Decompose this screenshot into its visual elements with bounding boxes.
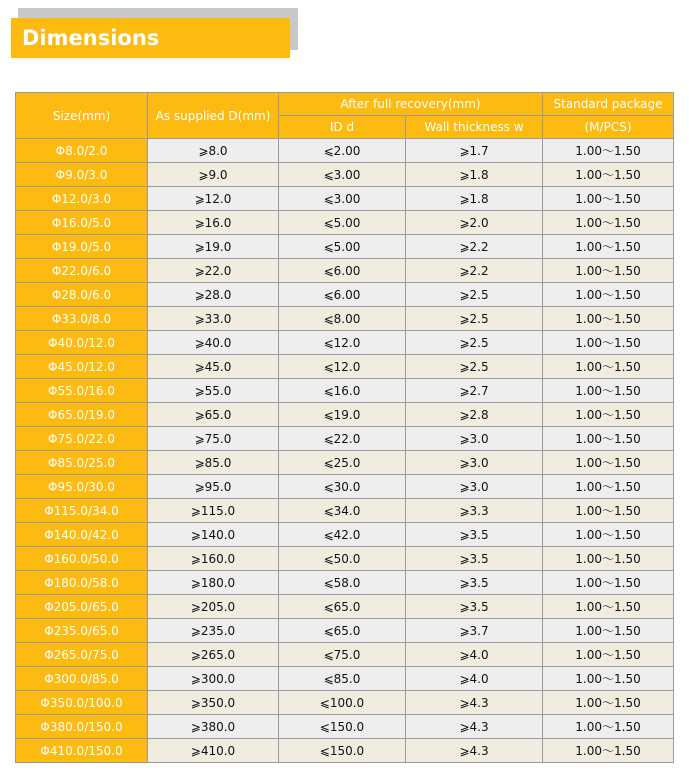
- table-row: [16, 667, 674, 691]
- as-supplied-cell: ⩾9.0: [148, 163, 279, 187]
- as-supplied-cell: ⩾380.0: [148, 715, 279, 739]
- id-cell: ⩽65.0: [279, 595, 406, 619]
- table-row: [16, 187, 674, 211]
- header-package-unit: (M/PCS): [543, 116, 674, 139]
- header-row-top: [16, 93, 674, 116]
- package-cell: 1.00～1.50: [543, 571, 674, 595]
- id-cell: ⩽12.0: [279, 331, 406, 355]
- id-cell: ⩽85.0: [279, 667, 406, 691]
- wall-thickness-cell: ⩾2.2: [406, 259, 543, 283]
- wall-thickness-cell: ⩾4.3: [406, 691, 543, 715]
- id-cell: ⩽6.00: [279, 283, 406, 307]
- id-cell: ⩽150.0: [279, 715, 406, 739]
- table-row: [16, 739, 674, 763]
- package-cell: 1.00～1.50: [543, 523, 674, 547]
- package-cell: 1.00～1.50: [543, 595, 674, 619]
- table-body: [16, 139, 674, 763]
- package-cell: 1.00～1.50: [543, 643, 674, 667]
- size-cell: Φ33.0/8.0: [16, 307, 148, 331]
- as-supplied-cell: ⩾205.0: [148, 595, 279, 619]
- table-row: [16, 379, 674, 403]
- id-cell: ⩽19.0: [279, 403, 406, 427]
- package-cell: 1.00～1.50: [543, 187, 674, 211]
- size-cell: Φ22.0/6.0: [16, 259, 148, 283]
- id-cell: ⩽25.0: [279, 451, 406, 475]
- table-row: [16, 307, 674, 331]
- wall-thickness-cell: ⩾3.5: [406, 571, 543, 595]
- package-cell: 1.00～1.50: [543, 211, 674, 235]
- id-cell: ⩽65.0: [279, 619, 406, 643]
- size-cell: Φ12.0/3.0: [16, 187, 148, 211]
- wall-thickness-cell: ⩾2.0: [406, 211, 543, 235]
- size-cell: Φ235.0/65.0: [16, 619, 148, 643]
- header-size: Size(mm): [16, 93, 148, 139]
- as-supplied-cell: ⩾40.0: [148, 331, 279, 355]
- wall-thickness-cell: ⩾1.8: [406, 163, 543, 187]
- wall-thickness-cell: ⩾3.5: [406, 595, 543, 619]
- package-cell: 1.00～1.50: [543, 427, 674, 451]
- table-row: [16, 235, 674, 259]
- package-cell: 1.00～1.50: [543, 475, 674, 499]
- size-cell: Φ115.0/34.0: [16, 499, 148, 523]
- size-cell: Φ45.0/12.0: [16, 355, 148, 379]
- id-cell: ⩽2.00: [279, 139, 406, 163]
- size-cell: Φ410.0/150.0: [16, 739, 148, 763]
- as-supplied-cell: ⩾33.0: [148, 307, 279, 331]
- package-cell: 1.00～1.50: [543, 739, 674, 763]
- as-supplied-cell: ⩾8.0: [148, 139, 279, 163]
- table-row: [16, 211, 674, 235]
- table-row: [16, 571, 674, 595]
- header-wall-thickness: Wall thickness w: [406, 116, 543, 139]
- wall-thickness-cell: ⩾3.7: [406, 619, 543, 643]
- id-cell: ⩽6.00: [279, 259, 406, 283]
- wall-thickness-cell: ⩾3.5: [406, 523, 543, 547]
- size-cell: Φ40.0/12.0: [16, 331, 148, 355]
- id-cell: ⩽3.00: [279, 187, 406, 211]
- as-supplied-cell: ⩾300.0: [148, 667, 279, 691]
- package-cell: 1.00～1.50: [543, 715, 674, 739]
- wall-thickness-cell: ⩾3.0: [406, 451, 543, 475]
- as-supplied-cell: ⩾75.0: [148, 427, 279, 451]
- table-row: [16, 619, 674, 643]
- wall-thickness-cell: ⩾3.0: [406, 475, 543, 499]
- package-cell: 1.00～1.50: [543, 139, 674, 163]
- id-cell: ⩽58.0: [279, 571, 406, 595]
- wall-thickness-cell: ⩾4.0: [406, 643, 543, 667]
- id-cell: ⩽12.0: [279, 355, 406, 379]
- size-cell: Φ28.0/6.0: [16, 283, 148, 307]
- as-supplied-cell: ⩾115.0: [148, 499, 279, 523]
- package-cell: 1.00～1.50: [543, 331, 674, 355]
- table-row: [16, 427, 674, 451]
- package-cell: 1.00～1.50: [543, 547, 674, 571]
- wall-thickness-cell: ⩾4.3: [406, 739, 543, 763]
- size-cell: Φ9.0/3.0: [16, 163, 148, 187]
- as-supplied-cell: ⩾180.0: [148, 571, 279, 595]
- table-row: [16, 283, 674, 307]
- package-cell: 1.00～1.50: [543, 403, 674, 427]
- as-supplied-cell: ⩾55.0: [148, 379, 279, 403]
- section-title: Dimensions: [22, 26, 160, 50]
- as-supplied-cell: ⩾22.0: [148, 259, 279, 283]
- package-cell: 1.00～1.50: [543, 259, 674, 283]
- table-row: [16, 643, 674, 667]
- id-cell: ⩽5.00: [279, 235, 406, 259]
- wall-thickness-cell: ⩾1.7: [406, 139, 543, 163]
- size-cell: Φ16.0/5.0: [16, 211, 148, 235]
- table-row: [16, 259, 674, 283]
- package-cell: 1.00～1.50: [543, 307, 674, 331]
- as-supplied-cell: ⩾19.0: [148, 235, 279, 259]
- as-supplied-cell: ⩾350.0: [148, 691, 279, 715]
- package-cell: 1.00～1.50: [543, 499, 674, 523]
- size-cell: Φ380.0/150.0: [16, 715, 148, 739]
- size-cell: Φ19.0/5.0: [16, 235, 148, 259]
- wall-thickness-cell: ⩾2.5: [406, 283, 543, 307]
- package-cell: 1.00～1.50: [543, 283, 674, 307]
- wall-thickness-cell: ⩾4.0: [406, 667, 543, 691]
- table-row: [16, 403, 674, 427]
- size-cell: Φ65.0/19.0: [16, 403, 148, 427]
- id-cell: ⩽30.0: [279, 475, 406, 499]
- package-cell: 1.00～1.50: [543, 451, 674, 475]
- table-row: [16, 523, 674, 547]
- table-row: [16, 139, 674, 163]
- size-cell: Φ75.0/22.0: [16, 427, 148, 451]
- id-cell: ⩽8.00: [279, 307, 406, 331]
- wall-thickness-cell: ⩾3.0: [406, 427, 543, 451]
- wall-thickness-cell: ⩾3.3: [406, 499, 543, 523]
- wall-thickness-cell: ⩾1.8: [406, 187, 543, 211]
- size-cell: Φ180.0/58.0: [16, 571, 148, 595]
- wall-thickness-cell: ⩾2.2: [406, 235, 543, 259]
- header-standard-package: Standard package: [543, 93, 674, 116]
- id-cell: ⩽3.00: [279, 163, 406, 187]
- as-supplied-cell: ⩾160.0: [148, 547, 279, 571]
- as-supplied-cell: ⩾95.0: [148, 475, 279, 499]
- package-cell: 1.00～1.50: [543, 691, 674, 715]
- as-supplied-cell: ⩾85.0: [148, 451, 279, 475]
- package-cell: 1.00～1.50: [543, 379, 674, 403]
- id-cell: ⩽5.00: [279, 211, 406, 235]
- package-cell: 1.00～1.50: [543, 667, 674, 691]
- id-cell: ⩽150.0: [279, 739, 406, 763]
- as-supplied-cell: ⩾45.0: [148, 355, 279, 379]
- table-row: [16, 451, 674, 475]
- table-row: [16, 331, 674, 355]
- as-supplied-cell: ⩾265.0: [148, 643, 279, 667]
- id-cell: ⩽22.0: [279, 427, 406, 451]
- wall-thickness-cell: ⩾2.5: [406, 355, 543, 379]
- size-cell: Φ85.0/25.0: [16, 451, 148, 475]
- as-supplied-cell: ⩾28.0: [148, 283, 279, 307]
- id-cell: ⩽50.0: [279, 547, 406, 571]
- package-cell: 1.00～1.50: [543, 235, 674, 259]
- header-id: ID d: [279, 116, 406, 139]
- id-cell: ⩽42.0: [279, 523, 406, 547]
- table-row: [16, 475, 674, 499]
- id-cell: ⩽75.0: [279, 643, 406, 667]
- table-row: [16, 499, 674, 523]
- size-cell: Φ160.0/50.0: [16, 547, 148, 571]
- wall-thickness-cell: ⩾2.8: [406, 403, 543, 427]
- dimensions-table: [15, 92, 674, 763]
- wall-thickness-cell: ⩾2.5: [406, 307, 543, 331]
- id-cell: ⩽34.0: [279, 499, 406, 523]
- table-row: [16, 163, 674, 187]
- as-supplied-cell: ⩾235.0: [148, 619, 279, 643]
- size-cell: Φ140.0/42.0: [16, 523, 148, 547]
- wall-thickness-cell: ⩾3.5: [406, 547, 543, 571]
- wall-thickness-cell: ⩾2.7: [406, 379, 543, 403]
- size-cell: Φ350.0/100.0: [16, 691, 148, 715]
- table-row: [16, 595, 674, 619]
- table-row: [16, 715, 674, 739]
- size-cell: Φ95.0/30.0: [16, 475, 148, 499]
- size-cell: Φ265.0/75.0: [16, 643, 148, 667]
- wall-thickness-cell: ⩾2.5: [406, 331, 543, 355]
- size-cell: Φ8.0/2.0: [16, 139, 148, 163]
- table-row: [16, 691, 674, 715]
- size-cell: Φ300.0/85.0: [16, 667, 148, 691]
- as-supplied-cell: ⩾65.0: [148, 403, 279, 427]
- id-cell: ⩽100.0: [279, 691, 406, 715]
- as-supplied-cell: ⩾12.0: [148, 187, 279, 211]
- as-supplied-cell: ⩾410.0: [148, 739, 279, 763]
- table-row: [16, 547, 674, 571]
- package-cell: 1.00～1.50: [543, 163, 674, 187]
- id-cell: ⩽16.0: [279, 379, 406, 403]
- package-cell: 1.00～1.50: [543, 355, 674, 379]
- table-row: [16, 355, 674, 379]
- as-supplied-cell: ⩾16.0: [148, 211, 279, 235]
- size-cell: Φ205.0/65.0: [16, 595, 148, 619]
- size-cell: Φ55.0/16.0: [16, 379, 148, 403]
- package-cell: 1.00～1.50: [543, 619, 674, 643]
- wall-thickness-cell: ⩾4.3: [406, 715, 543, 739]
- as-supplied-cell: ⩾140.0: [148, 523, 279, 547]
- header-after-recovery: After full recovery(mm): [279, 93, 543, 116]
- header-as-supplied: As supplied D(mm): [148, 93, 279, 139]
